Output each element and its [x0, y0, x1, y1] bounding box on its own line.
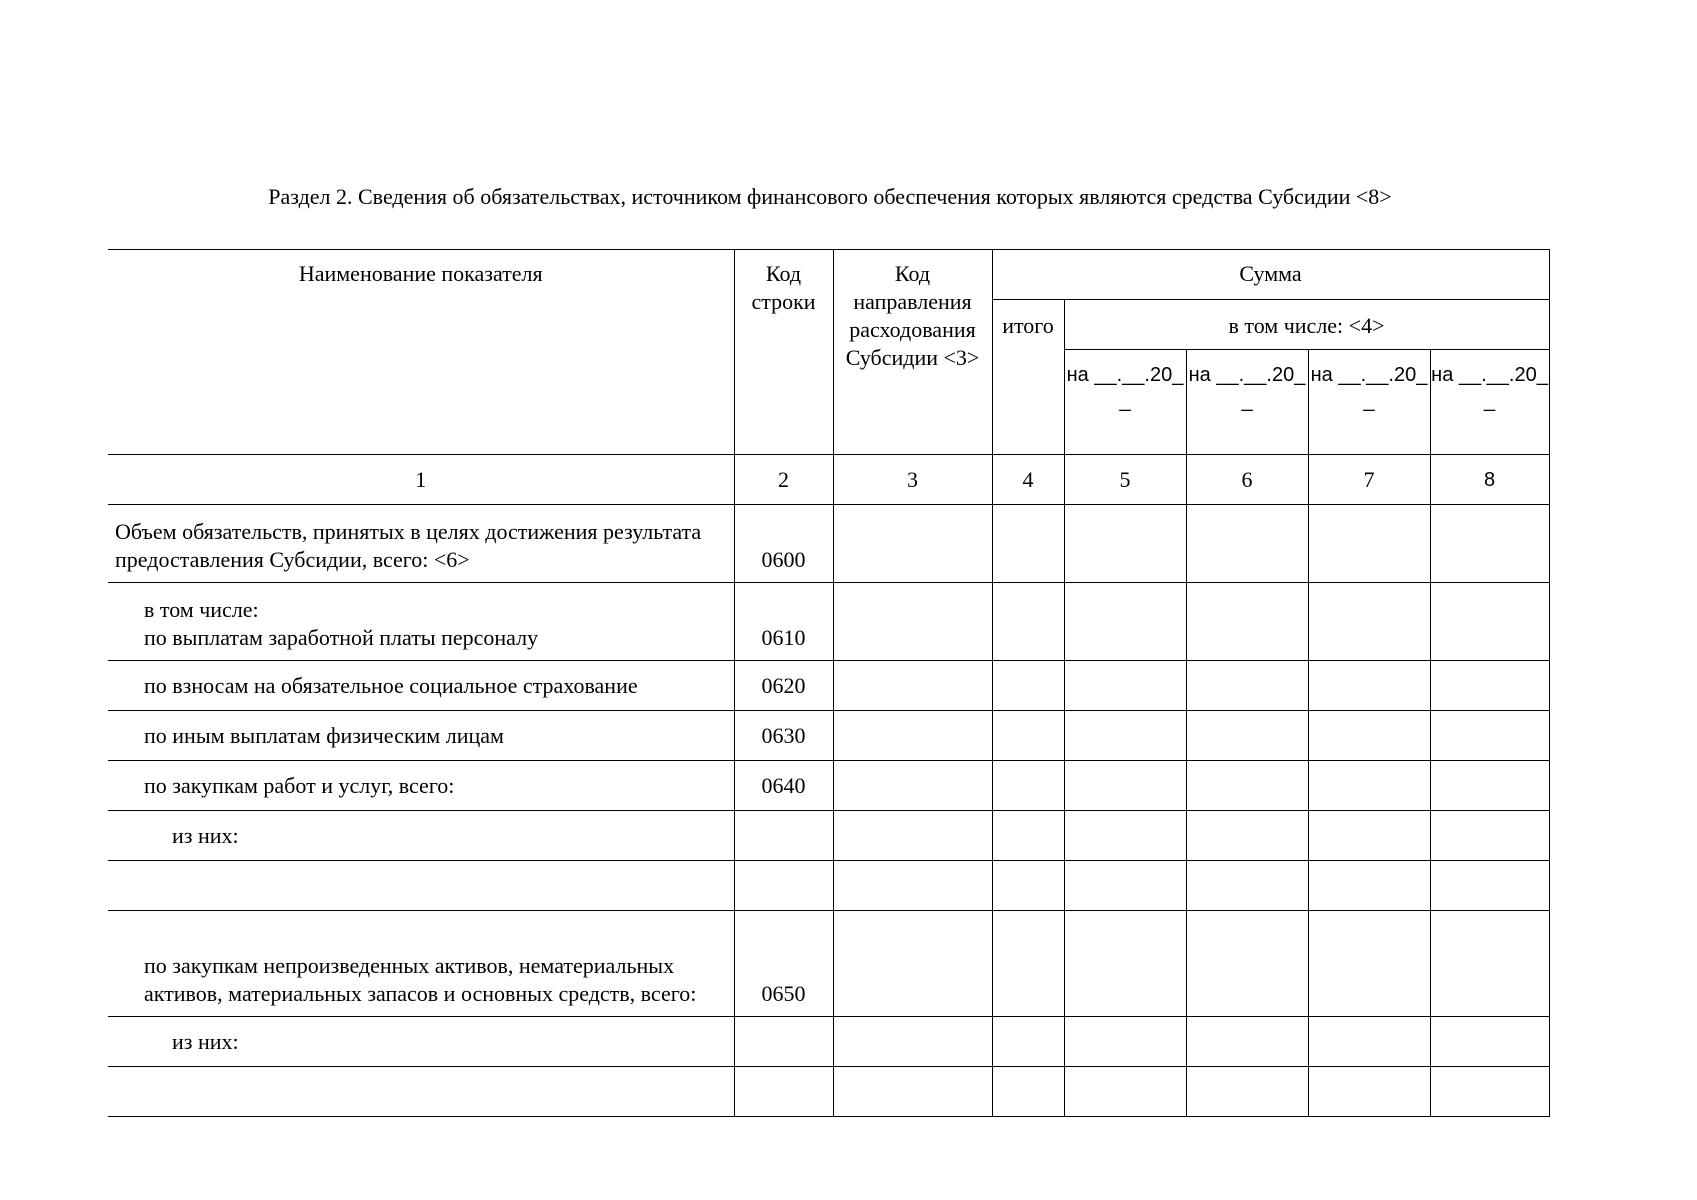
direction-code-cell[interactable] — [833, 661, 992, 711]
amount-cell[interactable] — [1308, 1017, 1430, 1067]
header-indicator-name: Наименование показателя — [108, 250, 734, 455]
amount-cell[interactable] — [1186, 811, 1308, 861]
row-name: по закупкам непроизведенных активов, нематериальных активов, материальных запасов и основных средств, всего: — [108, 911, 734, 1017]
amount-cell[interactable] — [1186, 1067, 1308, 1117]
total-cell[interactable] — [992, 1067, 1064, 1117]
row-name-text: по выплатам заработной платы персоналу — [144, 625, 539, 650]
obligations-table — [108, 249, 1550, 1117]
amount-cell[interactable] — [1186, 911, 1308, 1017]
row-code[interactable] — [734, 1067, 833, 1117]
total-cell[interactable] — [992, 661, 1064, 711]
amount-cell[interactable] — [1064, 1017, 1186, 1067]
amount-cell[interactable] — [1430, 661, 1549, 711]
amount-cell[interactable] — [1186, 505, 1308, 583]
total-cell[interactable] — [992, 711, 1064, 761]
table-row — [108, 505, 1549, 583]
table-row — [108, 761, 1549, 811]
header-sum: Сумма — [992, 250, 1549, 300]
amount-cell[interactable] — [1308, 911, 1430, 1017]
amount-cell[interactable] — [1308, 761, 1430, 811]
table-row — [108, 711, 1549, 761]
table-row — [108, 661, 1549, 711]
amount-cell[interactable] — [1186, 661, 1308, 711]
amount-cell[interactable] — [1064, 761, 1186, 811]
table-row — [108, 811, 1549, 861]
row-code[interactable] — [734, 861, 833, 911]
amount-cell[interactable] — [1430, 505, 1549, 583]
row-code: 0640 — [734, 761, 833, 811]
column-number: 5 — [1064, 455, 1186, 505]
amount-cell[interactable] — [1430, 911, 1549, 1017]
header-row-code: Код строки — [734, 250, 833, 455]
total-cell[interactable] — [992, 761, 1064, 811]
table-row — [108, 1017, 1549, 1067]
amount-cell[interactable] — [1186, 583, 1308, 661]
amount-cell[interactable] — [1430, 711, 1549, 761]
row-code[interactable] — [734, 811, 833, 861]
row-code: 0630 — [734, 711, 833, 761]
amount-cell[interactable] — [1064, 711, 1186, 761]
direction-code-cell[interactable] — [833, 761, 992, 811]
column-number: 4 — [992, 455, 1064, 505]
row-code: 0620 — [734, 661, 833, 711]
amount-cell[interactable] — [1064, 583, 1186, 661]
amount-cell[interactable] — [1308, 1067, 1430, 1117]
total-cell[interactable] — [992, 583, 1064, 661]
table-row — [108, 911, 1549, 1017]
row-code: 0610 — [734, 583, 833, 661]
amount-cell[interactable] — [1186, 711, 1308, 761]
column-number: 7 — [1308, 455, 1430, 505]
column-number: 3 — [833, 455, 992, 505]
direction-code-cell[interactable] — [833, 811, 992, 861]
row-code: 0600 — [734, 505, 833, 583]
header-direction-code: Код направления расходования Субсидии <3> — [833, 250, 992, 455]
section-title: Раздел 2. Сведения об обязательствах, источником финансового обеспечения которых являются средства Субсидии <8> — [268, 184, 1392, 209]
amount-cell[interactable] — [1430, 1017, 1549, 1067]
row-name — [108, 583, 734, 661]
header-date-4: на __.__.20__ — [1430, 350, 1549, 455]
amount-cell[interactable] — [1186, 1017, 1308, 1067]
amount-cell[interactable] — [1186, 761, 1308, 811]
amount-cell[interactable] — [1430, 583, 1549, 661]
header-date-2: на __.__.20__ — [1186, 350, 1308, 455]
column-number-row — [108, 455, 1549, 505]
row-name: по иным выплатам физическим лицам — [108, 711, 734, 761]
total-cell[interactable] — [992, 1017, 1064, 1067]
direction-code-cell[interactable] — [833, 1017, 992, 1067]
header-total: итого — [992, 300, 1064, 455]
header-date-1: на __.__.20__ — [1064, 350, 1186, 455]
table-row — [108, 583, 1549, 661]
amount-cell[interactable] — [1308, 505, 1430, 583]
row-name-prefix: в том числе: — [144, 597, 259, 622]
header-including: в том числе: <4> — [1064, 300, 1549, 350]
amount-cell[interactable] — [1430, 811, 1549, 861]
column-number: 8 — [1430, 455, 1549, 505]
amount-cell[interactable] — [1064, 861, 1186, 911]
header-row-1 — [108, 250, 1549, 300]
row-code[interactable] — [734, 1017, 833, 1067]
amount-cell[interactable] — [1308, 583, 1430, 661]
direction-code-cell[interactable] — [833, 1067, 992, 1117]
amount-cell[interactable] — [1430, 761, 1549, 811]
amount-cell[interactable] — [1430, 1067, 1549, 1117]
amount-cell[interactable] — [1308, 811, 1430, 861]
column-number: 2 — [734, 455, 833, 505]
row-name: из них: — [108, 811, 734, 861]
amount-cell[interactable] — [1064, 911, 1186, 1017]
row-code: 0650 — [734, 911, 833, 1017]
row-name[interactable] — [108, 861, 734, 911]
direction-code-cell[interactable] — [833, 583, 992, 661]
total-cell[interactable] — [992, 811, 1064, 861]
amount-cell[interactable] — [1064, 1067, 1186, 1117]
amount-cell[interactable] — [1064, 811, 1186, 861]
total-cell[interactable] — [992, 505, 1064, 583]
table-row — [108, 861, 1549, 911]
amount-cell[interactable] — [1064, 505, 1186, 583]
amount-cell[interactable] — [1308, 711, 1430, 761]
direction-code-cell[interactable] — [833, 505, 992, 583]
total-cell[interactable] — [992, 911, 1064, 1017]
amount-cell[interactable] — [1064, 661, 1186, 711]
direction-code-cell[interactable] — [833, 711, 992, 761]
direction-code-cell[interactable] — [833, 861, 992, 911]
column-number: 1 — [108, 455, 734, 505]
total-cell[interactable] — [992, 861, 1064, 911]
header-date-3: на __.__.20__ — [1308, 350, 1430, 455]
direction-code-cell[interactable] — [833, 911, 992, 1017]
table-row — [108, 1067, 1549, 1117]
row-name[interactable] — [108, 1067, 734, 1117]
row-name: из них: — [108, 1017, 734, 1067]
amount-cell[interactable] — [1308, 661, 1430, 711]
row-name: по закупкам работ и услуг, всего: — [108, 761, 734, 811]
amount-cell[interactable] — [1430, 861, 1549, 911]
amount-cell[interactable] — [1308, 861, 1430, 911]
column-number: 6 — [1186, 455, 1308, 505]
row-name: Объем обязательств, принятых в целях достижения результата предоставления Субсидии, всего: <6> — [108, 505, 734, 583]
amount-cell[interactable] — [1186, 861, 1308, 911]
row-name: по взносам на обязательное социальное страхование — [108, 661, 734, 711]
